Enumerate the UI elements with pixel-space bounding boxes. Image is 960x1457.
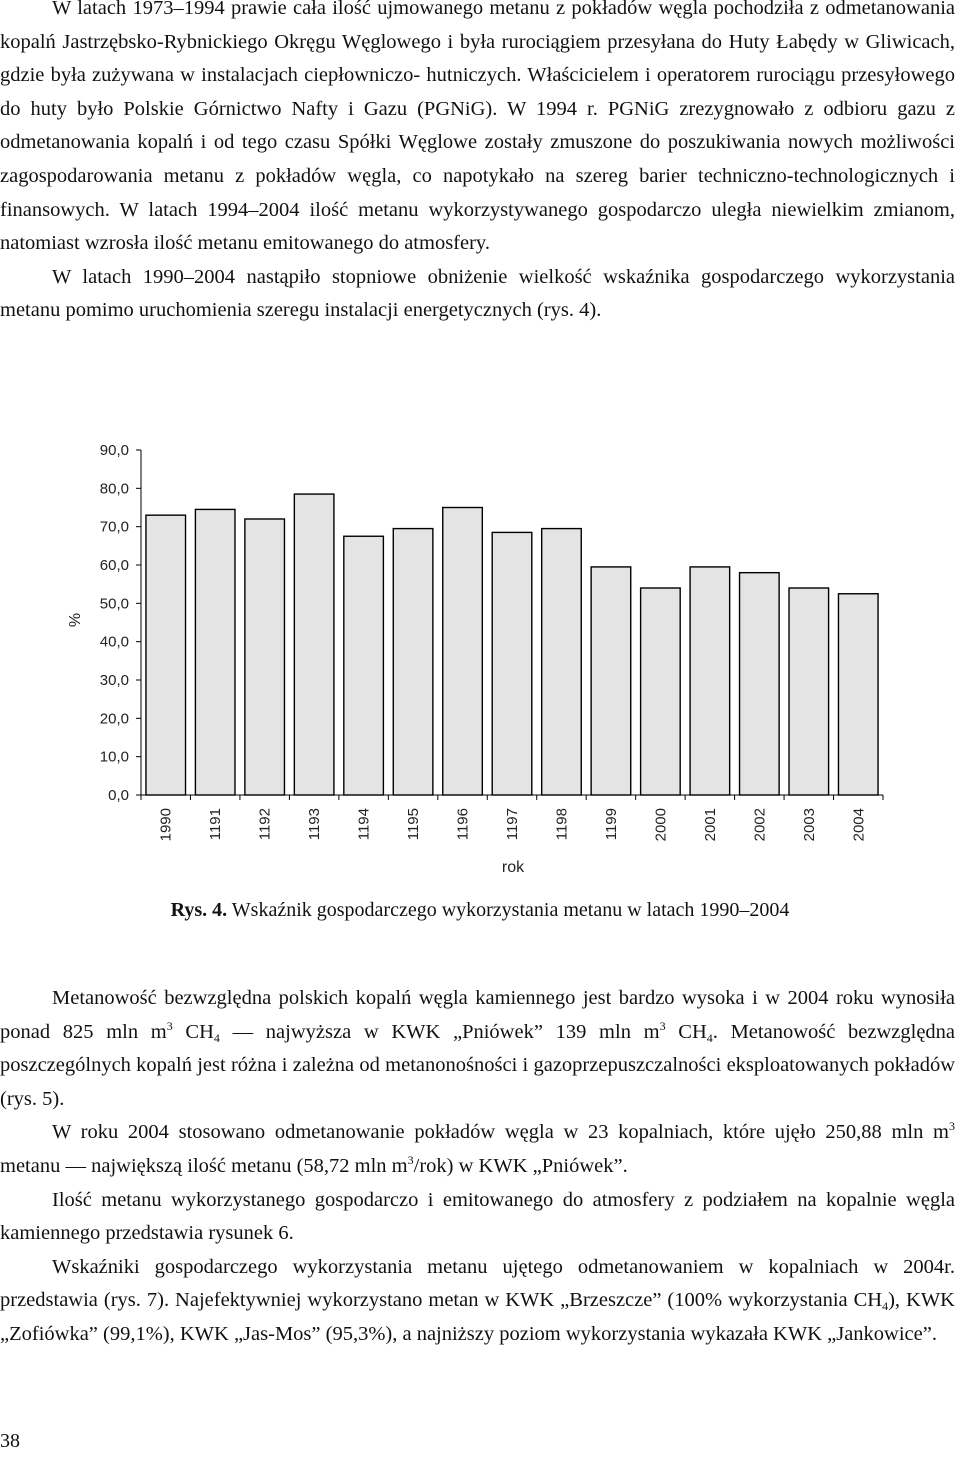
- y-tick-label: 20,0: [99, 710, 129, 728]
- caption-text: Wskaźnik gospodarczego wykorzystania metanu w latach 1990–2004: [227, 899, 790, 921]
- x-tick-label: 1197: [504, 808, 521, 841]
- x-tick-label: 1195: [405, 808, 423, 841]
- paragraph: Wskaźniki gospodarczego wykorzystania metanu ujętego odmetanowaniem w kopalniach w 2004r. przedstawia (rys. 7). Najefektywniej wykorzystano metan w KWK „Brzeszcze” (100% wykorzystania $CH_4$), KWK „Zofiówka” (99,1%), KWK „Jas-Mos” (95,3%), a najniższy poziom wykorzystania wykazała KWK „Jankowice”.: [0, 1255, 955, 1345]
- bar: [591, 567, 631, 795]
- bar: [146, 515, 186, 795]
- text-top: [0, 0, 955, 328]
- text-bottom: [0, 982, 955, 1352]
- paragraph: Metanowość bezwzględna polskich kopalń węgla kamiennego jest bardzo wysoka i w 2004 roku wynosiła ponad 825 mln $m^3$ $CH_4$ — najwyższa w KWK „Pniówek” 139 mln $m^3$ $CH_4$. Metanowość bezwzględna poszczególnych kopalń jest różna i zależna od metanonośności i gazoprzepuszczalności eksploatowanych pokładów (rys. 5).: [0, 987, 956, 1110]
- x-tick-label: 1191: [207, 808, 225, 841]
- y-tick-label: 50,0: [99, 595, 129, 613]
- x-tick-label: 2001: [701, 808, 719, 842]
- bar: [245, 519, 285, 795]
- bar: [641, 588, 681, 795]
- caption-label: Rys. 4.: [170, 899, 228, 921]
- x-tick-label: 1194: [355, 808, 373, 841]
- page-number: 38: [0, 1430, 20, 1452]
- x-tick-label: 2003: [800, 808, 818, 842]
- x-tick-label: 1196: [454, 808, 472, 841]
- paragraph: W roku 2004 stosowano odmetanowanie pokładów węgla w 23 kopalniach, które ujęło 250,88 mln $m^3$ metanu — największą ilość metanu (58,72 mln $m^3/rok$) w KWK „Pniówek”.: [0, 1119, 955, 1177]
- y-tick-label: 90,0: [99, 442, 129, 459]
- figure-caption: [0, 899, 960, 922]
- x-tick-label: 1193: [306, 808, 324, 841]
- x-tick-label: 1198: [553, 808, 571, 841]
- bar: [393, 529, 433, 795]
- paragraph: W latach 1990–2004 nastąpiło stopniowe obniżenie wielkość wskaźnika gospodarczego wykorzystania metanu pomimo uruchomienia szeregu instalacji energetycznych (rys. 4).: [0, 265, 955, 322]
- bar: [838, 594, 878, 795]
- bar: [294, 494, 334, 795]
- paragraph: W latach 1973–1994 prawie cała ilość ujmowanego metanu z pokładów węgla pochodziła z odmetanowania kopalń Jastrzębsko-Rybnickiego Okręgu Węglowego i była rurociągiem przesyłana do Huty Łabędy w Gliwicach, gdzie była zużywana w instalacjach ciepłowniczo- hutniczych. Właścicielem i operatorem rurociągu przesyłowego do huty było Polskie Górnictwo Nafty i Gazu (PGNiG). W 1994 r. PGNiG zrezygnowało z odbioru gazu z odmetanowania kopalń i od tego czasu Spółki Węglowe zostały zmuszone do poszukiwania nowych możliwości zagospodarowania metanu z pokładów węgla, co napotykało na szereg barier techniczno-technologicznych i finansowych. W latach 1994–2004 ilość metanu wykorzystywanego gospodarczo uległa niewielkim zmianom, natomiast wzrosła ilość metanu emitowanego do atmosfery.: [0, 0, 955, 255]
- x-tick-label: 2004: [850, 808, 868, 842]
- bar: [740, 573, 780, 795]
- paragraph: Ilość metanu wykorzystanego gospodarczo i emitowanego do atmosfery z podziałem na kopalnie węgla kamiennego przedstawia rysunek 6.: [0, 1188, 955, 1245]
- bar: [789, 588, 829, 795]
- x-axis-label: rok: [501, 859, 525, 876]
- x-tick-label: 1990: [157, 808, 175, 842]
- y-tick-label: 60,0: [99, 557, 129, 574]
- bar-chart: [0, 430, 960, 890]
- bar: [443, 508, 483, 796]
- y-axis-label: %: [67, 612, 84, 628]
- x-tick-label: 2002: [751, 808, 769, 842]
- bar: [195, 509, 235, 795]
- bar: [690, 567, 730, 795]
- y-tick-label: 40,0: [99, 633, 129, 651]
- y-tick-label: 80,0: [99, 480, 129, 498]
- x-tick-label: 2000: [652, 808, 670, 842]
- y-tick-label: 30,0: [99, 672, 129, 689]
- bar: [492, 532, 532, 795]
- x-tick-label: 1192: [256, 808, 274, 841]
- bar: [344, 536, 384, 795]
- y-tick-label: 10,0: [99, 748, 129, 766]
- bar: [542, 529, 582, 795]
- y-tick-label: 0,0: [108, 787, 129, 804]
- x-tick-label: 1199: [602, 808, 620, 841]
- y-tick-label: 70,0: [99, 518, 129, 536]
